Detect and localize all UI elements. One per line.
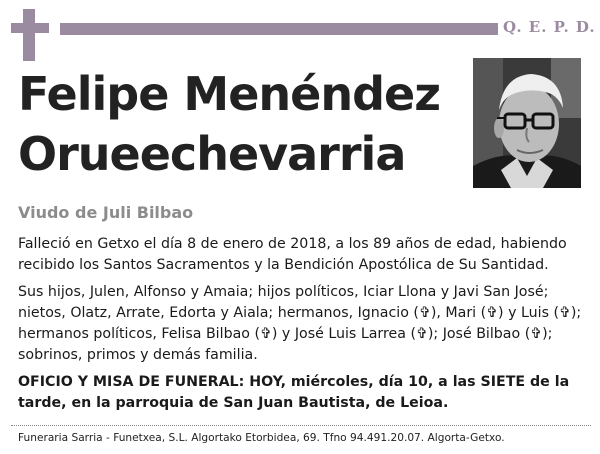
announcement-body xyxy=(18,234,588,420)
family-paragraph: Sus hijos, Julen, Alfonso y Amaia; hijos políticos, Iciar Llona y Javi San José; nietos, Olatz, Arrate, Edorta y Aiala; hermanos, Ignacio (✞), Mari (✞) y Luis (✞); hermanos políticos, Felisa Bilbao (✞) y José Luis Larrea (✞); José Bilbao (✞); sobrinos, primos y demás familia. xyxy=(18,284,582,363)
footer-divider xyxy=(11,425,591,426)
funeral-paragraph: OFICIO Y MISA DE FUNERAL: HOY, miércoles, día 10, a las SIETE de la tarde, en la parroquia de San Juan Bautista, de Leioa. xyxy=(18,374,570,411)
deceased-name xyxy=(18,64,440,184)
cross-icon xyxy=(11,9,49,61)
subtitle-widower: Viudo de Juli Bilbao xyxy=(18,203,194,222)
qepd-label: Q. E. P. D. xyxy=(503,18,596,36)
deceased-name-line2: Orueechevarria xyxy=(18,127,406,181)
death-paragraph: Falleció en Getxo el día 8 de enero de 2018, a los 89 años de edad, habiendo recibido los Santos Sacramentos y la Bendición Apostólica de Su Santidad. xyxy=(18,236,567,273)
header-bar xyxy=(60,23,498,35)
deceased-photo xyxy=(473,58,581,188)
deceased-name-line1: Felipe Menéndez xyxy=(18,67,440,121)
funeral-home-footer: Funeraria Sarria - Funetxea, S.L. Algortako Etorbidea, 69. Tfno 94.491.20.07. Algorta-Getxo. xyxy=(18,432,505,444)
